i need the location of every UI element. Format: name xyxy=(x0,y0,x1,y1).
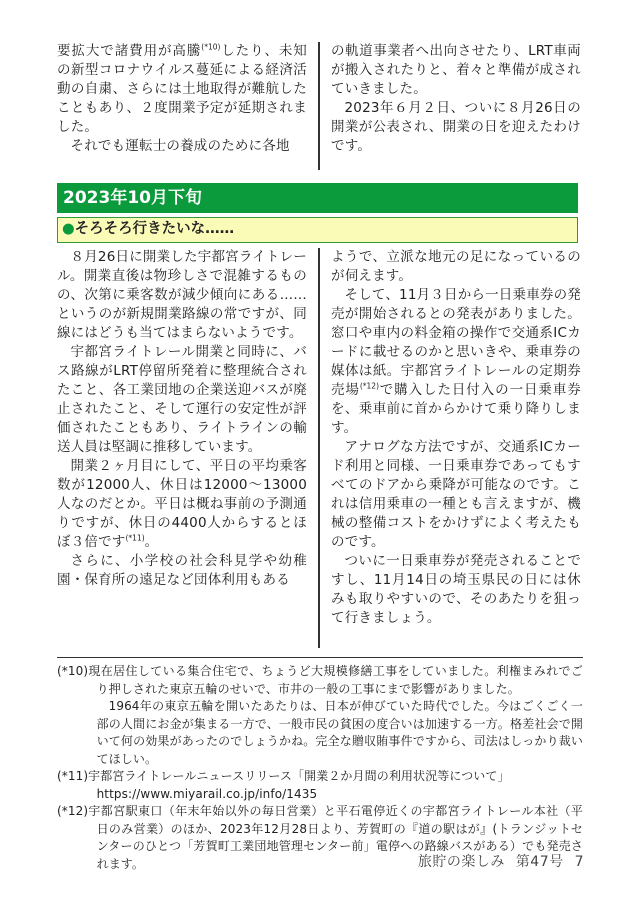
paragraph: そして、11月３日から一日乗車券の発売が開始されるとの発表がありました。窓口や車内の料金箱の操作で交通系ICカードに載せるのかと思いきや、乗車券の媒体は紙。宇都宮ライトレールの定期券売場$^{(*12)}$で購入した日付入の一日乗車券を、乗車前に首からかけて乗り降りします。 xyxy=(331,287,582,436)
top-right-column xyxy=(331,42,581,156)
footnote-10: (*10)現在居住している集合住宅で、ちょうど大規模修繕工事をしていました。利権まみれでごり押しされた東京五輪のせいで、市井の一般の工事にまで影響がありました。 xyxy=(57,664,583,696)
column-divider xyxy=(318,42,320,170)
subsection-title xyxy=(57,217,578,243)
paragraph: ついに一日乗車券が発売されることですし、11月14日の埼玉県民の日には休みも取りやすいので、そのあたりを狙って行きましょう。 xyxy=(331,553,581,626)
footnote-12: (*12)宇都宮駅東口（年末年始以外の毎日営業）と平石電停近くの宇都宮ライトレール本社（平日のみ営業）のほか、2023年12月28日より、芳賀町の『道の駅はが』(トランジットセンターのひとつ「芳賀町工業団地管理センター前」電停への路線バスがある）でも発売されます。 xyxy=(57,804,583,871)
footnote-ref[interactable]: (*12) xyxy=(359,381,380,391)
footnote-10-continued: 1964年の東京五輪を開いたあたりは、日本が伸びていた時代でした。今はごくごく一部の人間にお金が集まる一方で、一般市民の貧困の度合いは加速する一方。格差社会で開いて何の効果があったのでしょうかね。完全な贈収賄事件ですから、司法はしっかり裁いてほしい。 xyxy=(96,699,583,766)
paragraph: それでも運転士の養成のために各地 xyxy=(70,138,290,154)
footnote-divider xyxy=(57,657,583,658)
paragraph: の軌道事業者へ出向させたり、LRT車両が搬入されたりと、着々と準備が成されていきました。 xyxy=(331,43,581,97)
paragraph: 開業２ヶ月目にして、平日の平均乗客数が12000人、休日は12000～13000人なのだとか。平日は概ね事前の予測通りですが、休日の4400人からするとほぼ３倍です$^{(*11)}$。 xyxy=(57,458,307,550)
page-footer xyxy=(412,851,584,871)
issue-number: 第47号 xyxy=(515,854,564,870)
top-left-column xyxy=(57,42,307,156)
footnotes xyxy=(57,663,583,873)
paragraph: ようで、立派な地元の足になっているのが伺えます。 xyxy=(331,249,581,284)
body-right-column xyxy=(331,248,581,628)
footnote-11-link[interactable]: https://www.miyarail.co.jp/info/1435 xyxy=(96,786,318,801)
paragraph: ８月26日に開業した宇都宮ライトレール。開業直後は物珍しさで混雑するものの、次第に乗客数が減少傾向にある……というのが新規開業路線の常ですが、同線にはどうも当てはまらないようです。 xyxy=(57,249,307,341)
section-title: 2023年10月下旬 xyxy=(57,183,578,213)
footnote-ref[interactable]: (*11) xyxy=(125,533,145,543)
subsection-label: そろそろ行きたいな…… xyxy=(74,221,235,237)
footnote-ref[interactable]: (*10) xyxy=(201,42,221,52)
paragraph: アナログな方法ですが、交通系ICカード利用と同様、一日乗車券であってもすべてのドアから乗降が可能なのです。これは信用乗車の一種とも言えますが、機械の整備コストをかけずによく考えたものです。 xyxy=(331,439,581,550)
paragraph: 要拡大で諸費用が高騰$^{(*10)}$したり、未知の新型コロナウイルス蔓延による経済活動の自粛、さらには土地取得が難航したこともあり、２度開業予定が延期されました。 xyxy=(57,42,308,135)
paragraph: さらに、小学校の社会科見学や幼稚園・保育所の遠足など団体利用もある xyxy=(57,553,307,588)
bullet-icon: ● xyxy=(62,221,75,237)
page-number: 7 xyxy=(574,854,584,870)
body-left-column xyxy=(57,248,307,590)
paragraph: 2023年６月２日、ついに８月26日の開業が公表され、開業の日を迎えたわけです。 xyxy=(331,100,581,154)
footnote-11: (*11)宇都宮ライトレールニュースリリース「開業２か月間の利用状況等について」 xyxy=(57,769,510,783)
paragraph: 宇都宮ライトレール開業と同時に、バス路線がLRT停留所発着に整理統合されたこと、各工業団地の企業送迎バスが廃止されたこと、そして運行の安定性が評価されたこともあり、ライトラインの輸送人員は堅調に推移しています。 xyxy=(57,344,307,455)
publication-title: 旅貯の楽しみ xyxy=(417,854,505,870)
column-divider xyxy=(318,248,320,648)
